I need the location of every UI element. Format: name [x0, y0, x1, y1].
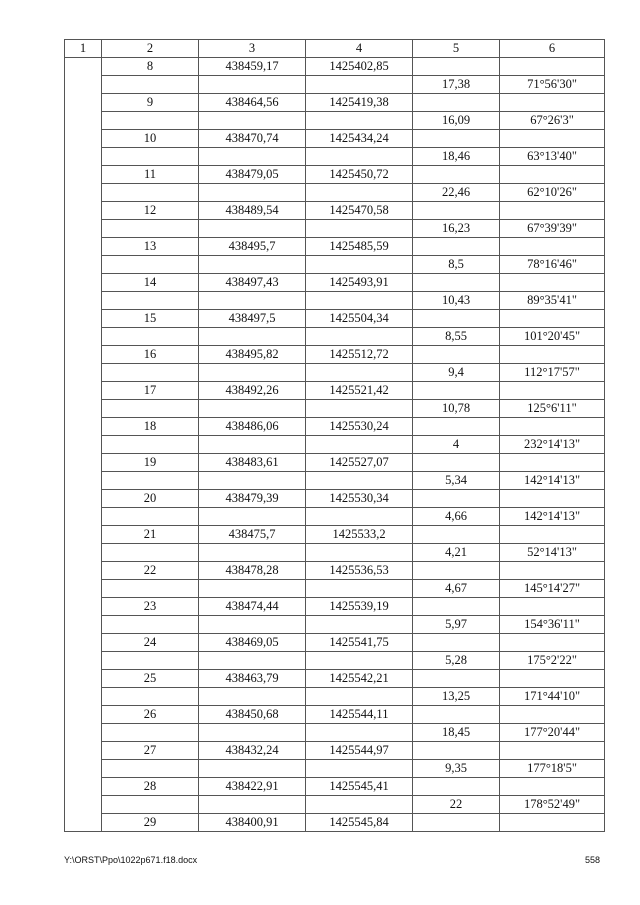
empty-cell: [413, 346, 500, 364]
empty-cell: [413, 490, 500, 508]
point-row: [65, 706, 605, 724]
empty-cell: [199, 688, 306, 706]
distance-cell: 18,46: [413, 148, 500, 166]
angle-cell: 142°14'13": [500, 472, 605, 490]
empty-cell: [199, 112, 306, 130]
empty-cell: [102, 400, 199, 418]
point-number-cell: 14: [102, 274, 199, 292]
point-row: [65, 562, 605, 580]
point-number-cell: 27: [102, 742, 199, 760]
empty-cell: [413, 94, 500, 112]
segment-row: [65, 256, 605, 274]
empty-cell: [500, 490, 605, 508]
empty-cell: [500, 274, 605, 292]
empty-cell: [413, 778, 500, 796]
empty-cell: [413, 382, 500, 400]
empty-cell: [199, 544, 306, 562]
empty-cell: [413, 238, 500, 256]
empty-cell: [199, 76, 306, 94]
point-row: [65, 346, 605, 364]
angle-cell: 78°16'46": [500, 256, 605, 274]
x-coordinate-cell: 438464,56: [199, 94, 306, 112]
empty-cell: [199, 760, 306, 778]
angle-cell: 71°56'30": [500, 76, 605, 94]
point-row: [65, 670, 605, 688]
empty-cell: [199, 436, 306, 454]
empty-cell: [500, 94, 605, 112]
header-col-5: 5: [413, 40, 500, 58]
point-number-cell: 21: [102, 526, 199, 544]
empty-cell: [306, 364, 413, 382]
empty-cell: [306, 760, 413, 778]
point-row: [65, 598, 605, 616]
empty-cell: [413, 598, 500, 616]
point-row: [65, 742, 605, 760]
angle-cell: 125°6'11": [500, 400, 605, 418]
x-coordinate-cell: 438497,5: [199, 310, 306, 328]
angle-cell: 171°44'10": [500, 688, 605, 706]
y-coordinate-cell: 1425533,2: [306, 526, 413, 544]
footer-file-path: Y:\ORST\Ppo\1022p671.f18.docx: [64, 855, 198, 865]
empty-cell: [102, 472, 199, 490]
empty-cell: [306, 688, 413, 706]
empty-cell: [102, 652, 199, 670]
segment-row: [65, 472, 605, 490]
x-coordinate-cell: 438469,05: [199, 634, 306, 652]
y-coordinate-cell: 1425542,21: [306, 670, 413, 688]
distance-cell: 8,55: [413, 328, 500, 346]
empty-cell: [413, 814, 500, 832]
y-coordinate-cell: 1425419,38: [306, 94, 413, 112]
point-number-cell: 16: [102, 346, 199, 364]
y-coordinate-cell: 1425470,58: [306, 202, 413, 220]
distance-cell: 22,46: [413, 184, 500, 202]
empty-cell: [413, 58, 500, 76]
angle-cell: 52°14'13": [500, 544, 605, 562]
empty-cell: [306, 328, 413, 346]
point-number-cell: 23: [102, 598, 199, 616]
point-number-cell: 25: [102, 670, 199, 688]
empty-cell: [102, 616, 199, 634]
distance-cell: 18,45: [413, 724, 500, 742]
empty-cell: [500, 130, 605, 148]
point-row: [65, 382, 605, 400]
y-coordinate-cell: 1425530,24: [306, 418, 413, 436]
segment-row: [65, 544, 605, 562]
segment-row: [65, 364, 605, 382]
x-coordinate-cell: 438486,06: [199, 418, 306, 436]
empty-cell: [102, 580, 199, 598]
angle-cell: 154°36'11": [500, 616, 605, 634]
point-row: [65, 778, 605, 796]
empty-cell: [413, 454, 500, 472]
point-number-cell: 12: [102, 202, 199, 220]
point-number-cell: 11: [102, 166, 199, 184]
point-row: [65, 130, 605, 148]
point-number-cell: 17: [102, 382, 199, 400]
y-coordinate-cell: 1425536,53: [306, 562, 413, 580]
empty-cell: [500, 418, 605, 436]
empty-cell: [102, 796, 199, 814]
point-row: [65, 634, 605, 652]
y-coordinate-cell: 1425527,07: [306, 454, 413, 472]
table-body: [65, 58, 605, 832]
empty-cell: [500, 202, 605, 220]
empty-cell: [102, 256, 199, 274]
empty-cell: [306, 724, 413, 742]
empty-cell: [306, 148, 413, 166]
angle-cell: 67°26'3": [500, 112, 605, 130]
coordinates-table: [64, 39, 605, 832]
distance-cell: 9,35: [413, 760, 500, 778]
point-row: [65, 814, 605, 832]
empty-cell: [306, 580, 413, 598]
empty-cell: [413, 166, 500, 184]
empty-cell: [413, 670, 500, 688]
empty-cell: [306, 220, 413, 238]
angle-cell: 63°13'40": [500, 148, 605, 166]
empty-cell: [199, 364, 306, 382]
segment-row: [65, 112, 605, 130]
point-number-cell: 28: [102, 778, 199, 796]
point-row: [65, 58, 605, 76]
empty-cell: [500, 562, 605, 580]
empty-cell: [102, 148, 199, 166]
empty-cell: [306, 544, 413, 562]
y-coordinate-cell: 1425485,59: [306, 238, 413, 256]
distance-cell: 5,97: [413, 616, 500, 634]
segment-row: [65, 400, 605, 418]
point-row: [65, 238, 605, 256]
empty-cell: [413, 274, 500, 292]
segment-row: [65, 652, 605, 670]
empty-cell: [500, 598, 605, 616]
empty-cell: [306, 436, 413, 454]
angle-cell: 67°39'39": [500, 220, 605, 238]
empty-cell: [102, 220, 199, 238]
distance-cell: 4: [413, 436, 500, 454]
x-coordinate-cell: 438463,79: [199, 670, 306, 688]
empty-cell: [306, 616, 413, 634]
empty-cell: [413, 634, 500, 652]
empty-cell: [102, 544, 199, 562]
distance-cell: 13,25: [413, 688, 500, 706]
point-number-cell: 18: [102, 418, 199, 436]
empty-cell: [306, 472, 413, 490]
point-row: [65, 202, 605, 220]
point-number-cell: 13: [102, 238, 199, 256]
empty-cell: [500, 166, 605, 184]
empty-cell: [500, 670, 605, 688]
empty-cell: [102, 760, 199, 778]
empty-cell: [102, 724, 199, 742]
empty-cell: [199, 400, 306, 418]
empty-cell: [102, 328, 199, 346]
point-row: [65, 94, 605, 112]
point-row: [65, 454, 605, 472]
point-row: [65, 526, 605, 544]
empty-cell: [306, 796, 413, 814]
x-coordinate-cell: 438450,68: [199, 706, 306, 724]
point-number-cell: 24: [102, 634, 199, 652]
point-number-cell: 9: [102, 94, 199, 112]
empty-cell: [199, 184, 306, 202]
distance-cell: 10,78: [413, 400, 500, 418]
segment-row: [65, 616, 605, 634]
table-header-row: [65, 40, 605, 58]
empty-cell: [306, 292, 413, 310]
angle-cell: 62°10'26": [500, 184, 605, 202]
segment-row: [65, 220, 605, 238]
segment-row: [65, 148, 605, 166]
empty-cell: [199, 256, 306, 274]
point-number-cell: 19: [102, 454, 199, 472]
empty-cell: [306, 400, 413, 418]
segment-row: [65, 328, 605, 346]
x-coordinate-cell: 438474,44: [199, 598, 306, 616]
empty-cell: [500, 814, 605, 832]
distance-cell: 5,28: [413, 652, 500, 670]
empty-cell: [413, 418, 500, 436]
empty-cell: [199, 472, 306, 490]
angle-cell: 112°17'57": [500, 364, 605, 382]
empty-cell: [500, 346, 605, 364]
y-coordinate-cell: 1425434,24: [306, 130, 413, 148]
angle-cell: 89°35'41": [500, 292, 605, 310]
header-col-3: 3: [199, 40, 306, 58]
x-coordinate-cell: 438495,82: [199, 346, 306, 364]
empty-cell: [500, 526, 605, 544]
empty-cell: [102, 292, 199, 310]
x-coordinate-cell: 438479,05: [199, 166, 306, 184]
x-coordinate-cell: 438422,91: [199, 778, 306, 796]
distance-cell: 4,67: [413, 580, 500, 598]
point-row: [65, 166, 605, 184]
point-number-cell: 22: [102, 562, 199, 580]
empty-cell: [199, 148, 306, 166]
empty-cell: [102, 184, 199, 202]
empty-cell: [199, 292, 306, 310]
empty-cell: [413, 562, 500, 580]
empty-cell: [199, 796, 306, 814]
y-coordinate-cell: 1425544,11: [306, 706, 413, 724]
y-coordinate-cell: 1425504,34: [306, 310, 413, 328]
angle-cell: 175°2'22": [500, 652, 605, 670]
segment-row: [65, 508, 605, 526]
empty-cell: [199, 652, 306, 670]
empty-cell: [413, 526, 500, 544]
distance-cell: 22: [413, 796, 500, 814]
angle-cell: 177°20'44": [500, 724, 605, 742]
empty-cell: [500, 58, 605, 76]
empty-cell: [199, 508, 306, 526]
y-coordinate-cell: 1425545,84: [306, 814, 413, 832]
point-row: [65, 490, 605, 508]
distance-cell: 10,43: [413, 292, 500, 310]
empty-cell: [102, 436, 199, 454]
angle-cell: 101°20'45": [500, 328, 605, 346]
angle-cell: 178°52'49": [500, 796, 605, 814]
x-coordinate-cell: 438470,74: [199, 130, 306, 148]
segment-row: [65, 76, 605, 94]
empty-cell: [413, 310, 500, 328]
y-coordinate-cell: 1425512,72: [306, 346, 413, 364]
distance-cell: 4,66: [413, 508, 500, 526]
angle-cell: 177°18'5": [500, 760, 605, 778]
y-coordinate-cell: 1425450,72: [306, 166, 413, 184]
segment-row: [65, 760, 605, 778]
y-coordinate-cell: 1425539,19: [306, 598, 413, 616]
segment-row: [65, 724, 605, 742]
distance-cell: 4,21: [413, 544, 500, 562]
empty-cell: [102, 112, 199, 130]
x-coordinate-cell: 438492,26: [199, 382, 306, 400]
point-row: [65, 310, 605, 328]
empty-cell: [306, 184, 413, 202]
point-number-cell: 26: [102, 706, 199, 724]
empty-cell: [500, 778, 605, 796]
header-col-1: 1: [65, 40, 102, 58]
y-coordinate-cell: 1425521,42: [306, 382, 413, 400]
empty-cell: [199, 220, 306, 238]
distance-cell: 8,5: [413, 256, 500, 274]
x-coordinate-cell: 438432,24: [199, 742, 306, 760]
empty-cell: [413, 706, 500, 724]
y-coordinate-cell: 1425493,91: [306, 274, 413, 292]
x-coordinate-cell: 438489,54: [199, 202, 306, 220]
footer-page-number: 558: [584, 855, 600, 865]
distance-cell: 17,38: [413, 76, 500, 94]
x-coordinate-cell: 438479,39: [199, 490, 306, 508]
header-col-2: 2: [102, 40, 199, 58]
empty-cell: [500, 706, 605, 724]
point-number-cell: 20: [102, 490, 199, 508]
segment-row: [65, 436, 605, 454]
point-row: [65, 274, 605, 292]
segment-row: [65, 580, 605, 598]
x-coordinate-cell: 438475,7: [199, 526, 306, 544]
empty-cell: [306, 508, 413, 526]
empty-cell: [199, 328, 306, 346]
y-coordinate-cell: 1425541,75: [306, 634, 413, 652]
empty-cell: [500, 382, 605, 400]
point-number-cell: 29: [102, 814, 199, 832]
empty-cell: [102, 688, 199, 706]
x-coordinate-cell: 438495,7: [199, 238, 306, 256]
x-coordinate-cell: 438497,43: [199, 274, 306, 292]
segment-row: [65, 796, 605, 814]
empty-cell: [102, 76, 199, 94]
header-col-4: 4: [306, 40, 413, 58]
x-coordinate-cell: 438459,17: [199, 58, 306, 76]
distance-cell: 5,34: [413, 472, 500, 490]
distance-cell: 9,4: [413, 364, 500, 382]
point-row: [65, 418, 605, 436]
x-coordinate-cell: 438400,91: [199, 814, 306, 832]
empty-cell: [500, 742, 605, 760]
empty-cell: [102, 364, 199, 382]
segment-row: [65, 688, 605, 706]
angle-cell: 232°14'13": [500, 436, 605, 454]
empty-cell: [413, 742, 500, 760]
distance-cell: 16,09: [413, 112, 500, 130]
segment-row: [65, 184, 605, 202]
x-coordinate-cell: 438483,61: [199, 454, 306, 472]
y-coordinate-cell: 1425545,41: [306, 778, 413, 796]
angle-cell: 142°14'13": [500, 508, 605, 526]
empty-cell: [199, 616, 306, 634]
empty-cell: [199, 580, 306, 598]
point-number-cell: 10: [102, 130, 199, 148]
empty-cell: [199, 724, 306, 742]
merged-col-1-cell: [65, 58, 102, 832]
angle-cell: 145°14'27": [500, 580, 605, 598]
empty-cell: [306, 112, 413, 130]
empty-cell: [413, 130, 500, 148]
segment-row: [65, 292, 605, 310]
y-coordinate-cell: 1425402,85: [306, 58, 413, 76]
empty-cell: [500, 238, 605, 256]
y-coordinate-cell: 1425544,97: [306, 742, 413, 760]
header-col-6: 6: [500, 40, 605, 58]
y-coordinate-cell: 1425530,34: [306, 490, 413, 508]
empty-cell: [306, 76, 413, 94]
point-number-cell: 15: [102, 310, 199, 328]
empty-cell: [413, 202, 500, 220]
empty-cell: [500, 454, 605, 472]
empty-cell: [102, 508, 199, 526]
empty-cell: [306, 256, 413, 274]
x-coordinate-cell: 438478,28: [199, 562, 306, 580]
point-number-cell: 8: [102, 58, 199, 76]
empty-cell: [306, 652, 413, 670]
empty-cell: [500, 310, 605, 328]
distance-cell: 16,23: [413, 220, 500, 238]
empty-cell: [500, 634, 605, 652]
